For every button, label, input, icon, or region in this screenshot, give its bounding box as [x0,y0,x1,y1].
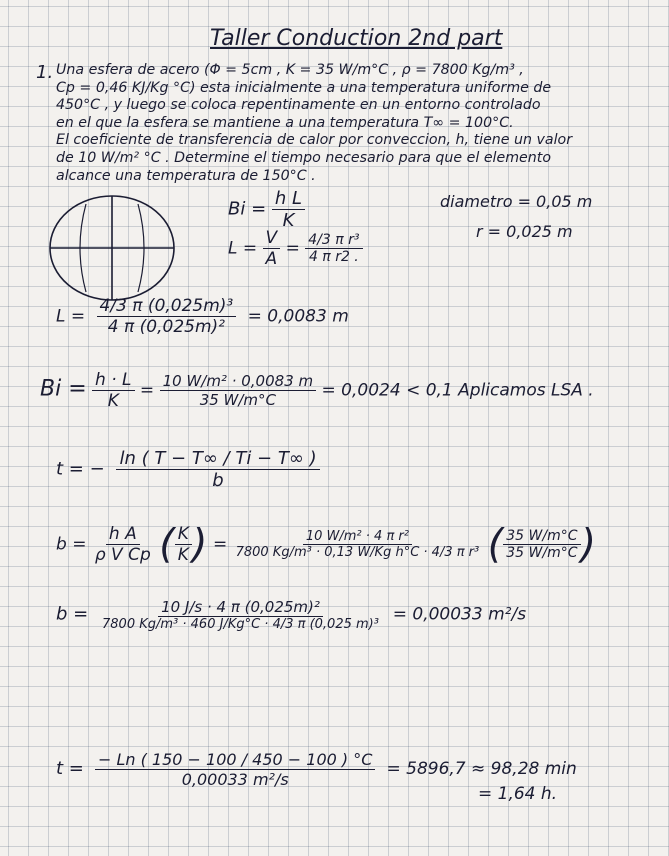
problem-line: Cp = 0,46 KJ/Kg °C) esta inicialmente a una temperatura uniforme de [56,79,552,96]
problem-number: 1. [36,62,54,83]
radius-value: r = 0,025 m [476,222,573,241]
diameter-value: diametro = 0,05 m [440,192,593,211]
biot-definition: Bi = $\frac{\text{h L}}{K}$ [228,188,305,231]
time-formula: t = − $\frac{\ln ( T - T\infty / Ti - T\infty )}{b}$ [56,448,320,491]
time-calculation: t = $\frac{- Ln ( 150 - 100 / 450 - 100 ) ^\circ C}{\text{0,00033 m²/s}}$ = 5896,7 ≈ 98,28 min [56,750,577,789]
length-calculation: L = $\frac{\text{4/3 π (0,025m)³}}{\text{4 π (0,025m)²}}$ = 0,0083 m [56,296,349,337]
problem-statement [56,62,572,185]
problem-line: alcance una temperatura de 150°C . [56,167,316,184]
page-title: Taller Conduction 2nd part [210,26,503,51]
problem-line: El coeficiente de transferencia de calor por conveccion, h, tiene un valor [56,132,573,149]
problem-line: 450°C , y luego se coloca repentinamente en un entorno controlado [56,97,541,114]
problem-line: Una esfera de acero (Φ = 5cm , K = 35 W/m°C , ρ = 7800 Kg/m³ , [56,62,524,78]
b-formula: b = $\frac{\text{h A}}{\text{ρ V Cp}}$ ( $\frac{K}{K}$ ) = $\frac{\text{10 W/m² · 4 π r²}}{\text{7800 Kg/m³ · 0,13 W/Kg h°C · 4/3 π r³}}$ ( $\frac{35 W/m^\circ C}{35 W/m^\circ C}$ ) [56,521,597,568]
b-calculation: b = $\frac{\text{10 J/s · 4 π (0,025m)²}}{\text{7800 Kg/m³ · 460 J/Kg°C · 4/3 π (0,025 m)³}}$ = 0,00033 m²/s [56,598,527,632]
problem-line: en el que la esfera se mantiene a una temperatura T∞ = 100°C. [56,114,514,131]
biot-calculation: Bi = $\frac{h \cdot L}{K}$ = $\frac{\text{10 W/m² · 0,0083 m}}{35 W/m^\circ C}$ = 0,0024 < 0,1 Aplicamos LSA . [40,370,594,411]
time-result-hours: = 1,64 h. [478,784,558,804]
length-definition: L = $\frac{V}{A}$ = $\frac{\text{4/3 π r³}}{\text{4 π r2 .}}$ [228,228,363,269]
sphere-sketch [46,192,178,304]
problem-line: de 10 W/m² °C . Determine el tiempo necesario para que el elemento [56,149,551,166]
